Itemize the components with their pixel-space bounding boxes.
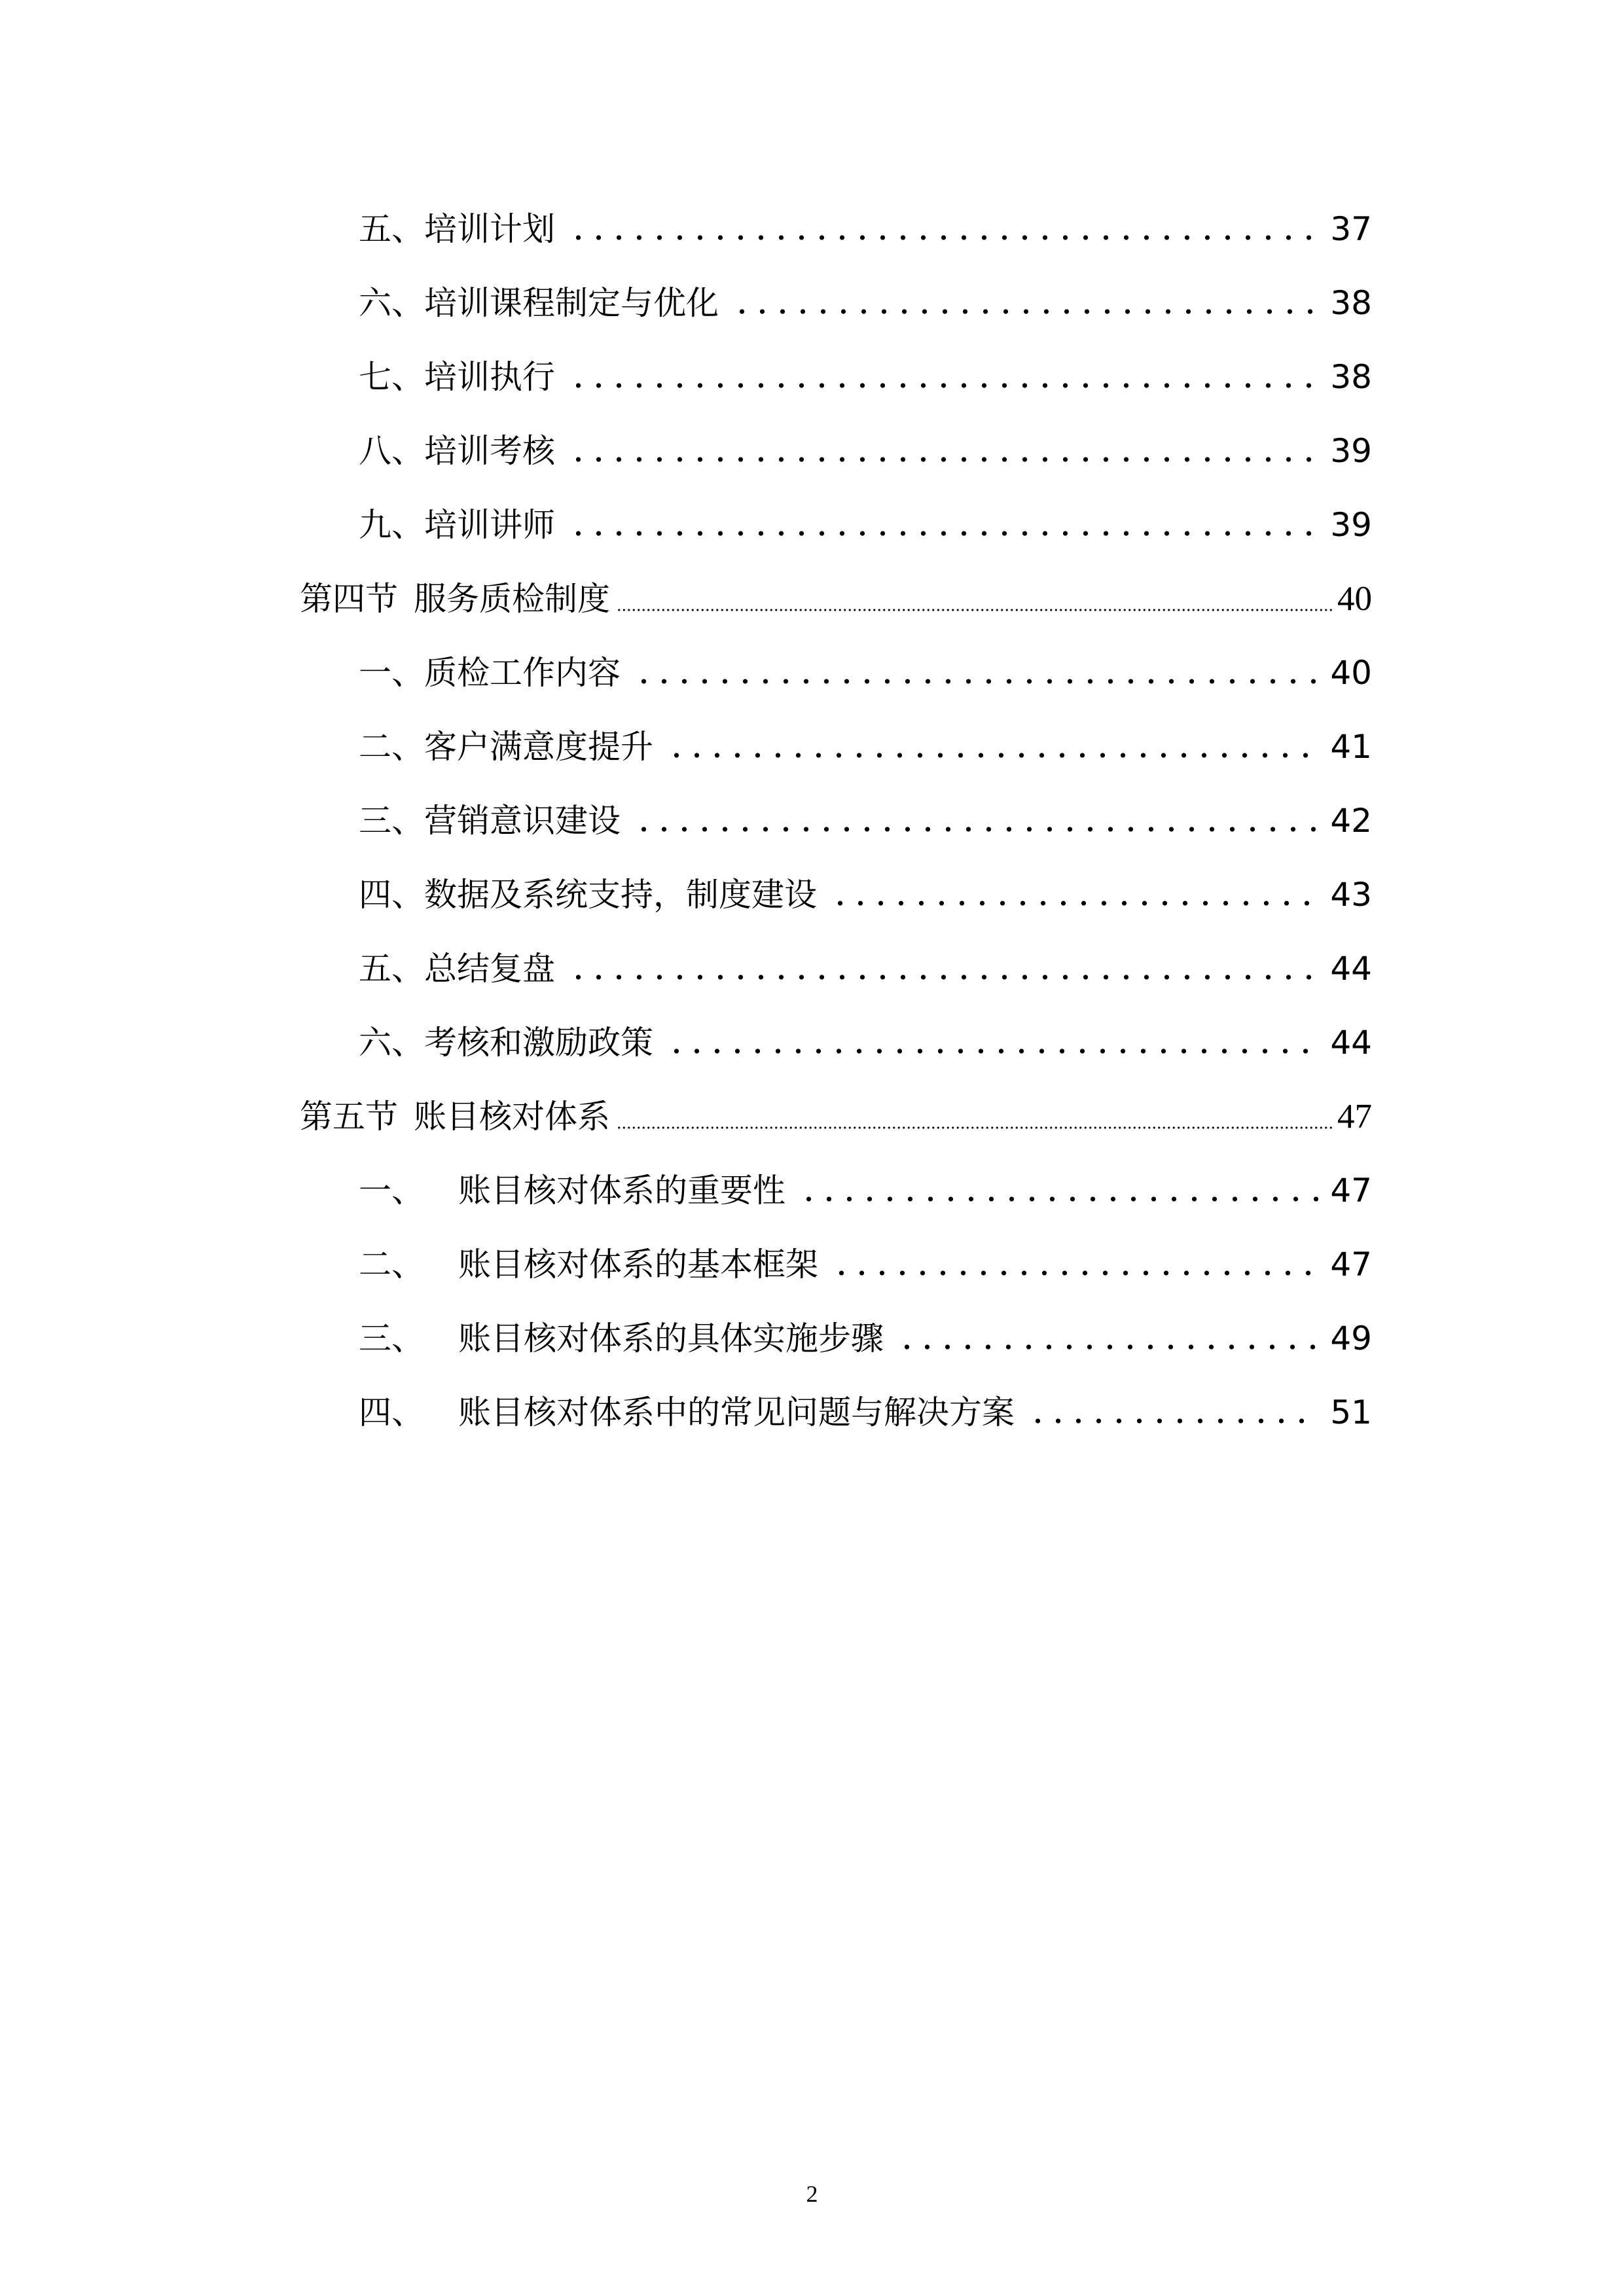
- toc-entry[interactable]: [0, 936, 1372, 988]
- toc-entry[interactable]: [0, 1010, 1372, 1062]
- toc-entry-title: 五、总结复盘: [359, 950, 555, 988]
- toc-leader-dots: [634, 679, 1318, 684]
- toc-entry-page: 38: [1330, 284, 1372, 322]
- toc-entry-page: 43: [1330, 876, 1372, 914]
- toc-entry-page: 47: [1337, 1098, 1372, 1136]
- toc-entry-page: 39: [1330, 506, 1372, 544]
- toc-entry-page: 39: [1330, 432, 1372, 470]
- toc-section-title: 服务质检制度: [414, 580, 610, 618]
- toc-leader-dots: [568, 383, 1318, 388]
- toc-entry[interactable]: [0, 640, 1372, 692]
- toc-entry-page: 47: [1330, 1172, 1372, 1210]
- toc-leader-dots: [830, 901, 1318, 906]
- toc-entry[interactable]: [0, 1158, 1372, 1210]
- toc-leader-dots: [799, 1196, 1318, 1202]
- toc-entry-number: 三、: [359, 1319, 424, 1357]
- toc-leader-dots: [568, 235, 1318, 240]
- toc-leader-dots: [897, 1344, 1318, 1350]
- toc-leader-dots: [831, 1270, 1318, 1276]
- toc-leader-dots: [568, 975, 1318, 980]
- toc-entry[interactable]: [0, 862, 1372, 914]
- toc-entry-title: 一、质检工作内容: [359, 654, 621, 692]
- toc-section-title: 账目核对体系: [414, 1098, 610, 1136]
- toc-entry[interactable]: [0, 492, 1372, 545]
- toc-entry-page: 44: [1330, 950, 1372, 988]
- toc-entry-number: 二、: [359, 1246, 424, 1283]
- toc-leader-dots: [666, 1049, 1318, 1054]
- toc-entry-title: 九、培训讲师: [359, 506, 555, 544]
- toc-entry[interactable]: [0, 418, 1372, 471]
- toc-leader-dots: [568, 457, 1318, 462]
- toc-entry-title: 账目核对体系的基本框架: [458, 1246, 818, 1283]
- toc-entry-title: 五、培训计划: [359, 210, 555, 248]
- toc-entry-title: 四、数据及系统支持，制度建设: [359, 876, 817, 914]
- toc-entry-number: 四、: [359, 1393, 424, 1431]
- toc-entry-title: 账目核对体系的具体实施步骤: [458, 1319, 884, 1357]
- toc-entry-title: 六、培训课程制定与优化: [359, 284, 719, 322]
- toc-leader-dots: [617, 1126, 1335, 1129]
- toc-section-label: 第五节: [300, 1098, 398, 1136]
- toc-entry[interactable]: [0, 270, 1372, 323]
- toc-entry-title: 七、培训执行: [359, 358, 555, 396]
- toc-leader-dots: [666, 753, 1318, 758]
- toc-entry-title: 六、考核和激励政策: [359, 1024, 653, 1062]
- toc-entry-title: 二、客户满意度提升: [359, 728, 653, 766]
- toc-entry-page: 40: [1330, 654, 1372, 692]
- toc-section-label: 第四节: [300, 580, 398, 618]
- toc-entry-title: 三、营销意识建设: [359, 802, 621, 840]
- toc-entry-title: 账目核对体系的重要性: [458, 1172, 785, 1210]
- toc-entry-page: 51: [1330, 1393, 1372, 1431]
- toc-leader-dots: [568, 531, 1318, 536]
- toc-entry-title: 账目核对体系中的常见问题与解决方案: [458, 1393, 1015, 1431]
- toc-entry[interactable]: [0, 788, 1372, 840]
- toc-entry-page: 42: [1330, 802, 1372, 840]
- toc-entry[interactable]: [0, 1380, 1372, 1432]
- toc-entry[interactable]: [0, 1232, 1372, 1284]
- toc-entry-page: 37: [1330, 210, 1372, 248]
- toc-entry[interactable]: [0, 196, 1372, 249]
- toc-entry[interactable]: [0, 1306, 1372, 1358]
- toc-entry[interactable]: [0, 344, 1372, 397]
- toc-entry-page: 44: [1330, 1024, 1372, 1062]
- toc-entry-number: 一、: [359, 1172, 424, 1210]
- toc-leader-dots: [617, 609, 1335, 611]
- toc-entry-page: 38: [1330, 358, 1372, 396]
- toc-entry[interactable]: [0, 714, 1372, 766]
- toc-leader-dots: [732, 309, 1318, 314]
- toc-section-entry[interactable]: [0, 1084, 1372, 1136]
- footer-page-number: 2: [806, 2181, 818, 2207]
- toc-section-entry[interactable]: [0, 566, 1372, 619]
- toc-leader-dots: [634, 827, 1318, 832]
- toc-leader-dots: [1028, 1418, 1318, 1424]
- toc-entry-page: 40: [1337, 580, 1372, 618]
- toc-entry-page: 47: [1330, 1246, 1372, 1283]
- toc-entry-page: 41: [1330, 728, 1372, 766]
- toc-entry-page: 49: [1330, 1319, 1372, 1357]
- toc-entry-title: 八、培训考核: [359, 432, 555, 470]
